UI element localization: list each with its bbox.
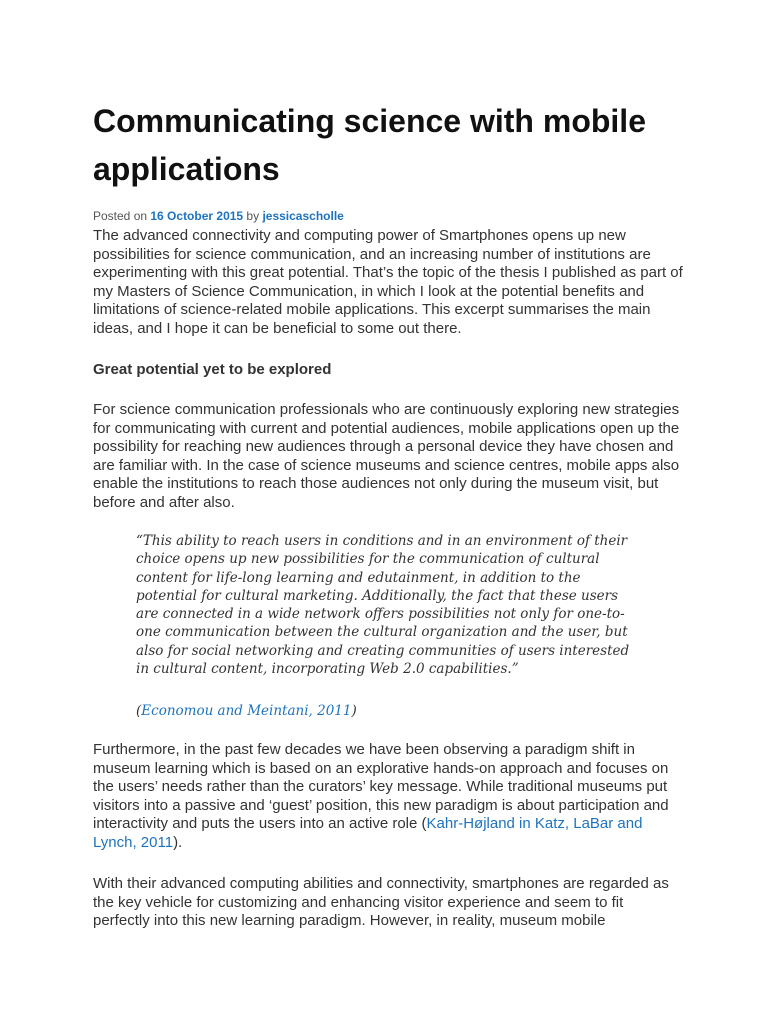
blockquote: “This ability to reach users in conditions and in an environment of their choice opens up new possibilities for the communication of cultural content for life-long learning and edutainment, in addition to the potential for cultural marketing. Additionally, the fact that these users are connected in a wide network offers possibilities not only for one-to-one communication between the cultural organization and the user, but also for social networking and creating communities of users interested in cultural content, incorporating Web 2.0 capabilities.” <box>136 533 630 678</box>
citation-link-kahr-hojland[interactable]: Kahr-Højland in Katz, LaBar and Lynch, 2011 <box>93 815 643 851</box>
paragraph-2 <box>93 741 683 852</box>
citation-open: ( <box>136 703 142 719</box>
post-date-link[interactable]: 16 October 2015 <box>150 209 244 223</box>
citation-close: ) <box>351 703 357 719</box>
posted-on-label: Posted on <box>93 209 151 223</box>
paragraph-1: For science communication professionals who are continuously exploring new strategies for communicating with current and potential audiences, mobile applications open up the possibility for reaching new audiences through a personal device they have chosen and are familiar with. In the case of science museums and science centres, mobile apps also enable the institutions to reach those audiences not only during the museum visit, but before and after also. <box>93 401 680 511</box>
by-label: by <box>243 209 263 223</box>
paragraph-3: With their advanced computing abilities and connectivity, smartphones are regarded as the key vehicle for customizing and enhancing visitor experience and seem to fit perfectly into this new learning paradigm. However, in reality, museum mobile <box>93 875 669 929</box>
post-meta <box>93 208 344 224</box>
paragraph-2-text: Furthermore, in the past few decades we have been observing a paradigm shift in museum learning which is based on an explorative hands-on approach and focuses on the users’ needs rather than the curators’ key message. While traditional museums put visitors into a passive and ‘guest’ position, this new paradigm is about participation and interactivity and puts the users into an active role ( <box>93 741 669 832</box>
author-link[interactable]: jessicascholle <box>262 209 344 223</box>
paragraph-2-end: ). <box>173 833 183 851</box>
intro-paragraph: The advanced connectivity and computing power of Smartphones opens up new possibilities for science communication, and an increasing number of institutions are experimenting with this great potential. That’s the topic of the thesis I published as part of my Masters of Science Communication, in which I look at the potential benefits and limitations of science-related mobile applications. This excerpt summarises the main ideas, and I hope it can be beneficial to some out there. <box>93 227 683 337</box>
article-title: Communicating science with mobile applications <box>93 103 646 187</box>
citation-link-economou[interactable]: Economou and Meintani, 2011 <box>141 703 352 719</box>
section-heading: Great potential yet to be explored <box>93 361 332 378</box>
quote-citation <box>136 702 357 720</box>
